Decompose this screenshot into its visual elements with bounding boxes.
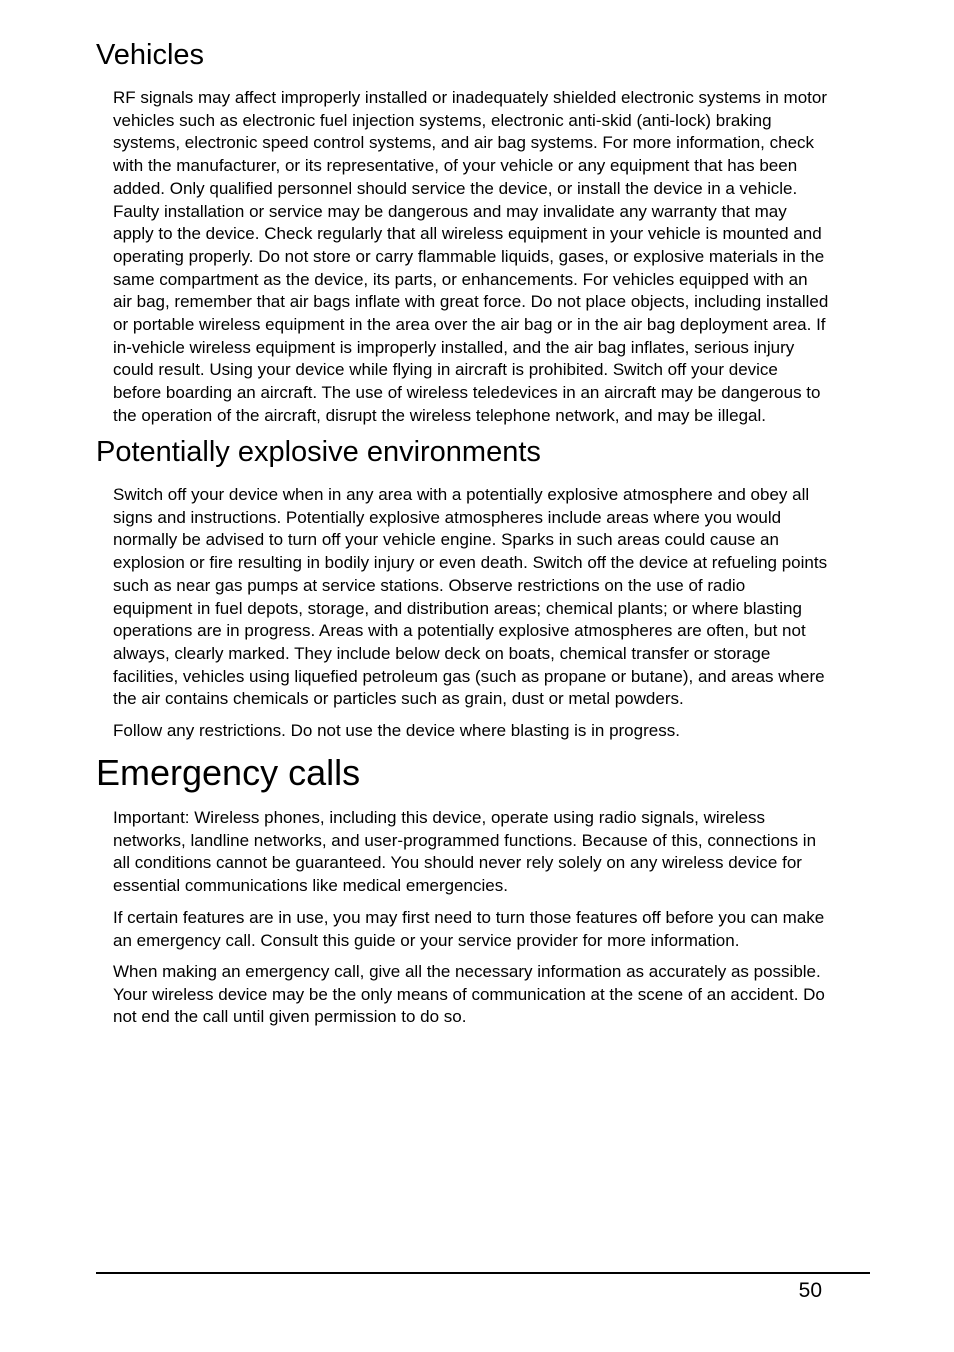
text-line: operating properly. Do not store or carry flammable liquids, gases, or explosive materials in the bbox=[113, 246, 825, 266]
text-line: added. Only qualified personnel should service the device, or install the device in a vehicle. bbox=[113, 178, 798, 198]
text-line: Switch off your device when in any area with a potentially explosive atmosphere and obey all bbox=[113, 485, 810, 504]
text-line: apply to the device. Check regularly that all wireless equipment in your vehicle is mounted and bbox=[113, 224, 822, 244]
text-line: with the manufacturer, or its representative, of your vehicle or any equipment that has been bbox=[113, 156, 798, 176]
text-line: essential communications like medical emergencies. bbox=[113, 876, 508, 896]
text-line: an emergency call. Consult this guide or your service provider for more information. bbox=[113, 930, 740, 950]
page-number: 50 bbox=[798, 1279, 822, 1302]
text-line: vehicles such as electronic fuel injection systems, electronic anti-skid (anti-lock) braking bbox=[113, 110, 772, 130]
text-line: explosion or fire resulting in bodily injury or even death. Switch off the device at refueling points bbox=[113, 553, 828, 573]
text-line: such as near gas pumps at service stations. Observe restrictions on the use of radio bbox=[113, 575, 746, 595]
emergency-important-paragraph bbox=[113, 807, 873, 898]
text-line: When making an emergency call, give all the necessary information as accurately as possible. bbox=[113, 962, 821, 981]
footer-divider bbox=[96, 1272, 870, 1274]
text-line: signs and instructions. Potentially explosive atmospheres include areas where you would bbox=[113, 507, 782, 527]
text-line: or portable wireless equipment in the area over the air bag or in the air bag deployment area. If bbox=[113, 315, 826, 335]
text-line: facilities, vehicles using liquefied petroleum gas (such as propane or butane), and areas where bbox=[113, 666, 825, 686]
text-line: RF signals may affect improperly installed or inadequately shielded electronic systems in motor bbox=[113, 88, 828, 107]
text-line: the air contains chemicals or particles such as grain, dust or metal powders. bbox=[113, 689, 684, 709]
emergency-call-info-paragraph bbox=[113, 961, 873, 1029]
vehicles-paragraph bbox=[113, 87, 873, 428]
text-line: networks, landline networks, and user-programmed functions. Because of this, connections in bbox=[113, 830, 817, 850]
text-line: could result. Using your device while flying in aircraft is prohibited. Switch off your device bbox=[113, 360, 778, 380]
section-heading-emergency-calls: Emergency calls bbox=[96, 752, 361, 793]
text-line: all conditions cannot be guaranteed. You should never rely solely on any wireless device for bbox=[113, 853, 802, 873]
section-heading-explosive-environments: Potentially explosive environments bbox=[96, 436, 541, 468]
text-line: equipment in fuel depots, storage, and distribution areas; chemical plants; or where blasting bbox=[113, 598, 802, 618]
text-line: always, clearly marked. They include below deck on boats, chemical transfer or storage bbox=[113, 643, 771, 663]
text-line: in-vehicle wireless equipment is improperly installed, and the air bag inflates, serious injury bbox=[113, 337, 795, 357]
emergency-features-paragraph bbox=[113, 907, 873, 952]
text-line: same compartment as the device, its parts, or enhancements. For vehicles equipped with an bbox=[113, 269, 808, 289]
text-line: before boarding an aircraft. The use of wireless teledevices in an aircraft may be dangerous to bbox=[113, 383, 821, 403]
text-line: Faulty installation or service may be dangerous and may invalidate any warranty that may bbox=[113, 201, 787, 221]
text-line: Important: Wireless phones, including this device, operate using radio signals, wireless bbox=[113, 808, 765, 827]
blasting-restrictions-paragraph bbox=[113, 720, 873, 743]
text-line: If certain features are in use, you may first need to turn those features off before you can make bbox=[113, 908, 825, 927]
section-heading-vehicles: Vehicles bbox=[96, 39, 205, 71]
text-line: Follow any restrictions. Do not use the device where blasting is in progress. bbox=[113, 721, 680, 740]
explosive-environments-paragraph bbox=[113, 484, 873, 711]
text-line: systems, electronic speed control systems, and air bag systems. For more information, check bbox=[113, 133, 815, 153]
text-line: not end the call until given permission to do so. bbox=[113, 1007, 467, 1027]
text-line: Your wireless device may be the only means of communication at the scene of an accident. Do bbox=[113, 984, 825, 1004]
text-line: operations are in progress. Areas with a potentially explosive atmospheres are often, but not bbox=[113, 621, 806, 641]
text-line: air bag, remember that air bags inflate with great force. Do not place objects, including installed bbox=[113, 292, 829, 312]
text-line: normally be advised to turn off your vehicle engine. Sparks in such areas could cause an bbox=[113, 530, 779, 550]
text-line: the operation of the aircraft, disrupt the wireless telephone network, and may be illegal. bbox=[113, 405, 766, 425]
